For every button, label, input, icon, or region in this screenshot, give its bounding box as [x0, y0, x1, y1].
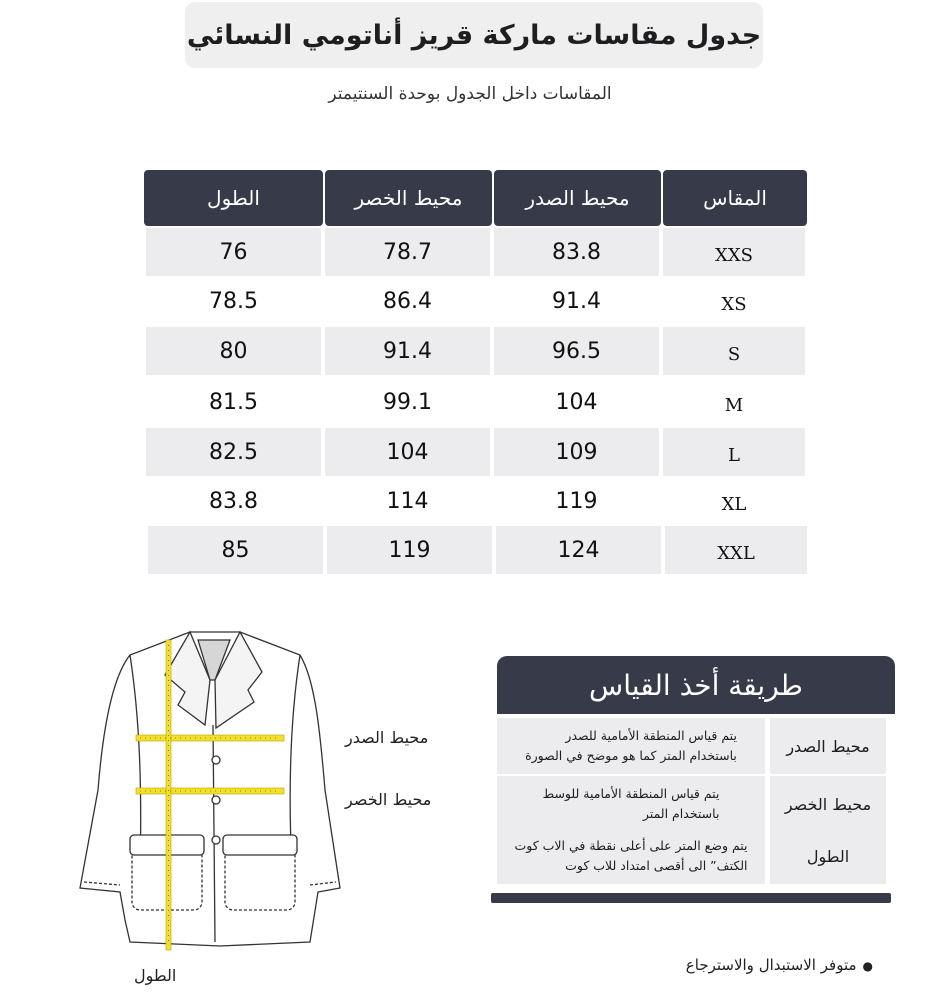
- cell-size: S: [663, 327, 805, 375]
- header-chest: محيط الصدر: [494, 170, 661, 226]
- exchange-note-text: متوفر الاستبدال والاسترجاع: [685, 956, 857, 974]
- cell-waist: 91.4: [325, 327, 490, 375]
- cell-chest: 96.5: [494, 327, 659, 375]
- measure-desc-line: يتم قياس المنطقة الأمامية للصدر: [565, 728, 737, 743]
- diagram-label-length: الطول: [134, 966, 177, 985]
- cell-waist: 114: [386, 488, 429, 514]
- exchange-note: [668, 956, 873, 974]
- cell-length: 81.5: [209, 389, 258, 415]
- cell-length: 76: [146, 228, 321, 276]
- header-size: المقاس: [663, 170, 807, 226]
- jacket-illustration: [70, 620, 360, 960]
- measure-desc-line: يتم قياس المنطقة الأمامية للوسط: [542, 786, 720, 801]
- cell-chest: 83.8: [494, 228, 659, 276]
- measure-name-chest: محيط الصدر: [770, 718, 886, 774]
- cell-chest: 119: [555, 488, 598, 514]
- cell-size: XL: [721, 493, 747, 515]
- bullet-icon: ●: [862, 959, 873, 973]
- cell-waist: 78.7: [325, 228, 490, 276]
- cell-size: XS: [721, 293, 747, 315]
- measure-name-length: الطول: [770, 828, 886, 884]
- cell-chest: 124: [496, 526, 661, 574]
- measure-desc-chest: [497, 718, 765, 774]
- diagram-label-chest: محيط الصدر: [345, 728, 429, 747]
- cell-size: XXS: [663, 228, 805, 276]
- header-waist: محيط الخصر: [325, 170, 492, 226]
- cell-length: 83.8: [209, 488, 258, 514]
- page-title: جدول مقاسات ماركة قريز أناتومي النسائي: [186, 19, 762, 51]
- cell-size: XXL: [665, 526, 807, 574]
- cell-length: 85: [148, 526, 323, 574]
- header-length: الطول: [144, 170, 323, 226]
- title-banner: [185, 2, 763, 68]
- diagram-label-waist: محيط الخصر: [345, 790, 432, 809]
- cell-waist: 99.1: [383, 389, 432, 415]
- cell-chest: 104: [555, 389, 598, 415]
- measure-desc-line: الكتف” الى أقصى امتداد للاب كوت: [565, 858, 748, 873]
- cell-waist: 86.4: [383, 288, 432, 314]
- measure-name-waist: محيط الخصر: [770, 776, 886, 832]
- cell-size: L: [663, 428, 805, 476]
- cell-chest: 91.4: [552, 288, 601, 314]
- cell-waist: 104: [325, 428, 490, 476]
- cell-length: 82.5: [146, 428, 321, 476]
- measure-desc-line: باستخدام المتر: [642, 806, 720, 821]
- section-bottom-bar: [491, 893, 891, 903]
- cell-size: M: [724, 394, 744, 416]
- measure-desc-line: يتم وضع المتر على أعلى نقطة في الاب كوت: [514, 838, 748, 853]
- measure-desc-length: [497, 828, 765, 884]
- how-to-measure-title: طريقة أخذ القياس: [497, 656, 895, 714]
- cell-waist: 119: [327, 526, 492, 574]
- cell-length: 78.5: [209, 288, 258, 314]
- measure-desc-line: باستخدام المتر كما هو موضح في الصورة: [525, 748, 737, 763]
- cell-chest: 109: [494, 428, 659, 476]
- units-subtitle: المقاسات داخل الجدول بوحدة السنتيمتر: [328, 84, 612, 104]
- measure-desc-waist: [497, 776, 765, 832]
- cell-length: 80: [146, 327, 321, 375]
